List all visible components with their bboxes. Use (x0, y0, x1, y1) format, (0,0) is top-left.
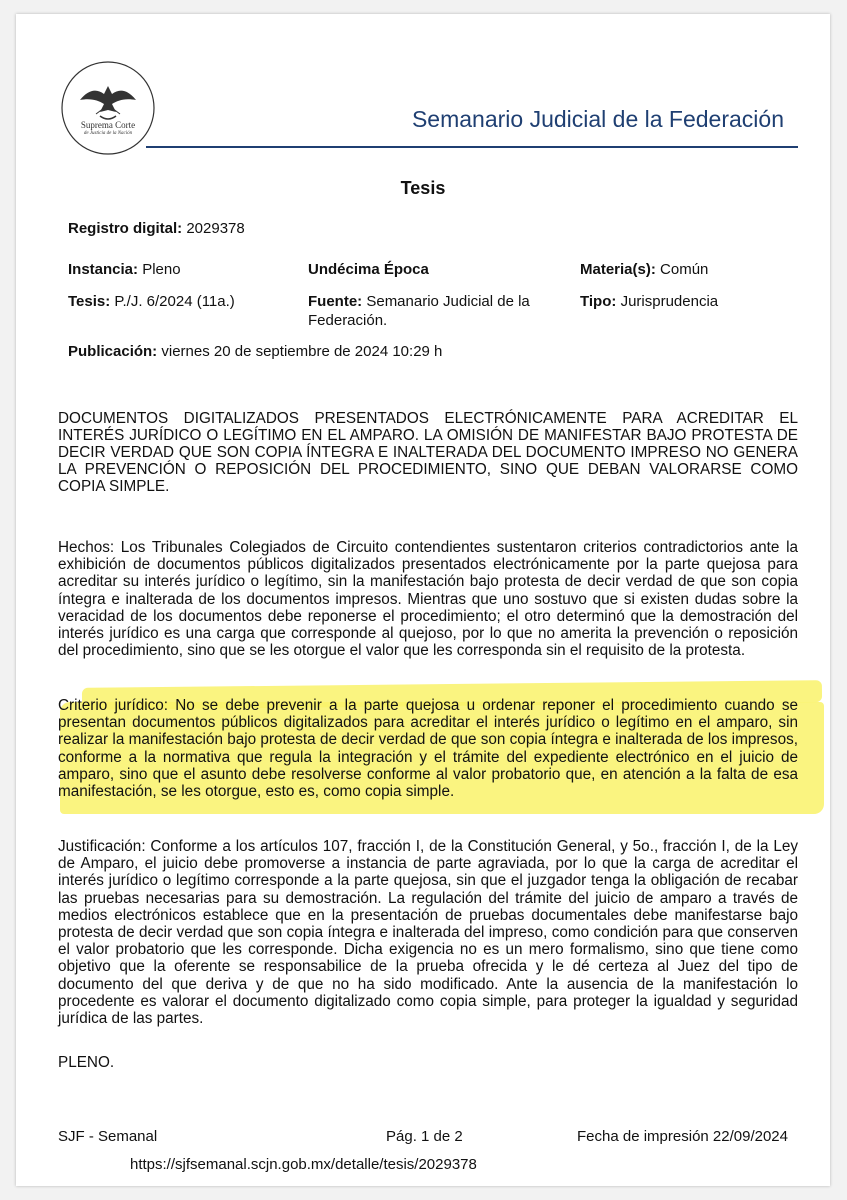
epoca-value: Undécima Época (308, 261, 429, 278)
publicacion-label: Publicación: (68, 343, 158, 360)
header-divider (146, 146, 798, 148)
instancia (68, 260, 181, 279)
tesis-value: P./J. 6/2024 (11a.) (114, 293, 235, 310)
document-page (16, 14, 830, 1186)
publicacion (68, 342, 442, 361)
logo-text-line1: Suprema Corte (80, 120, 136, 130)
tipo (580, 292, 718, 311)
paragraph-criterio: Criterio jurídico: No se debe prevenir a la parte quejosa u ordenar reponer el procedimiento cuando se presentan documentos públicos digitalizados para acreditar el interés jurídico o legítimo en el amparo, sin realizar la manifestación bajo protesta de decir verdad de que son copia íntegra e inalterada de los impresos, conforme a la normativa que regula la integración y el trámite del expediente electrónico en el juicio de amparo, sino que el asunto debe resolverse conforme al valor probatorio que, en atención a la falta de esa manifestación, se les otorgue, esto es, como copia simple. (58, 697, 798, 801)
thesis-title: DOCUMENTOS DIGITALIZADOS PRESENTADOS ELECTRÓNICAMENTE PARA ACREDITAR EL INTERÉS JURÍDICO O LEGÍTIMO EN EL AMPARO. LA OMISIÓN DE MANIFESTAR BAJO PROTESTA DE DECIR VERDAD QUE SON COPIA ÍNTEGRA E INALTERADA DEL DOCUMENTO IMPRESO NO GENERA LA PREVENCIÓN O REPOSICIÓN DEL PROCEDIMIENTO, SINO QUE DEBAN VALORARSE COMO COPIA SIMPLE. (58, 410, 798, 495)
materia-label: Materia(s): (580, 261, 656, 278)
publication-name: Semanario Judicial de la Federación (411, 106, 784, 132)
footer-page-number: Pág. 1 de 2 (386, 1128, 463, 1145)
paragraph-hechos: Hechos: Los Tribunales Colegiados de Circuito contendientes sustentaron criterios contradictorios ante la exhibición de documentos públicos digitalizados presentados electrónicamente por la parte quejosa para acreditar su interés jurídico o legítimo, sin la manifestación bajo protesta de decir verdad de que son copia íntegra e inalterada de los documentos impresos. Mientras que uno sostuvo que si existen dudas sobre la veracidad de los documentos debe reponerse el procedimiento; el otro determinó que la demostración del interés jurídico es una carga que corresponde al quejoso, por lo que no amerita la prevención o reposición del procedimiento, sino que se les otorgue el valor que les corresponda sin el requisito de la protesta. (58, 539, 798, 660)
materia (580, 260, 708, 279)
tesis-label: Tesis: (68, 293, 111, 310)
scjn-seal-logo (60, 60, 156, 156)
footer-print-date: Fecha de impresión 22/09/2024 (577, 1128, 788, 1145)
publicacion-value: viernes 20 de septiembre de 2024 10:29 h (161, 343, 443, 360)
fuente (308, 292, 568, 330)
signature-pleno: PLENO. (58, 1054, 115, 1071)
logo-text-line2: de Justicia de la Nación (83, 131, 133, 136)
instancia-label: Instancia: (68, 261, 139, 278)
instancia-value: Pleno (142, 261, 181, 278)
epoca (308, 260, 429, 279)
registro-value: 2029378 (186, 220, 245, 237)
registro-label: Registro digital: (68, 220, 183, 237)
footer-url[interactable]: https://sjfsemanal.scjn.gob.mx/detalle/tesis/2029378 (130, 1156, 477, 1173)
registro-digital (68, 219, 245, 238)
materia-value: Común (660, 261, 709, 278)
document-type: Tesis (400, 178, 446, 198)
fuente-value: Semanario Judicial de la Federación. (308, 293, 530, 329)
tipo-label: Tipo: (580, 293, 617, 310)
paragraph-justificacion: Justificación: Conforme a los artículos 107, fracción I, de la Constitución General, y 5o., fracción I, de la Ley de Amparo, el juicio debe promoverse a instancia de parte agraviada, por lo que la carga de acreditar el interés jurídico o legítimo corresponde a la parte quejosa, sin que el juzgador tenga la obligación de recabar las pruebas necesarias para su demostración. La regulación del trámite del juicio de amparo a través de medios electrónicos establece que en la presentación de pruebas documentales debe manifestarse bajo protesta de decir verdad que son copia íntegra e inalterada del impreso, como condición para que conserven el valor probatorio que les corresponde. Dicha exigencia no es un mero formalismo, sino que tiene como objetivo que la oferente se responsabilice de la prueba ofrecida y le dé certeza al Juez del tipo de documento del que deriva y de que no ha sido modificado. Ante la ausencia de la manifestación lo procedente es valorar el documento digitalizado como copia simple, para proteger la igualdad y seguridad jurídica de las partes. (58, 838, 798, 1028)
tesis (68, 292, 235, 311)
footer-source: SJF - Semanal (58, 1128, 158, 1145)
eagle-seal-icon (60, 60, 156, 156)
fuente-label: Fuente: (308, 293, 363, 310)
tipo-value: Jurisprudencia (620, 293, 719, 310)
